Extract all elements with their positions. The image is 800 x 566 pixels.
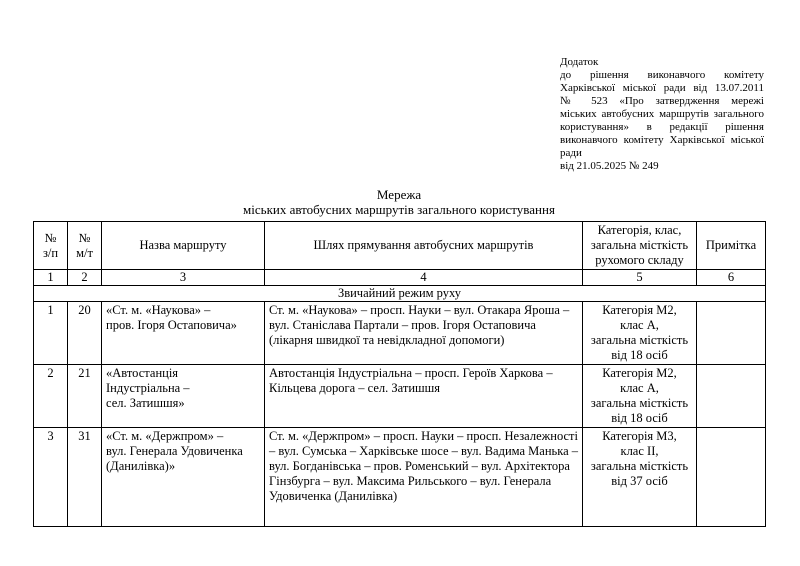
header-category: Категорія, клас, загальна місткість рухомого складу <box>583 222 697 270</box>
route-note <box>697 365 766 428</box>
appendix-line: Харківської міської ради від 13.07.2011 <box>560 82 764 94</box>
appendix-line: № 523 «Про затвердження мережі <box>560 95 764 107</box>
row-index: 2 <box>34 365 68 428</box>
document-heading <box>33 187 765 217</box>
row-index: 3 <box>34 428 68 527</box>
routes-table <box>33 221 766 527</box>
route-note <box>697 428 766 527</box>
appendix-line: Додаток <box>560 56 599 68</box>
header-route-name: Назва маршруту <box>102 222 265 270</box>
appendix-line: ради <box>560 147 582 159</box>
column-numbers-row <box>34 270 766 286</box>
mode-row <box>34 286 766 302</box>
route-path: Ст. м. «Держпром» – просп. Науки – просп. Незалежності – вул. Сумська – Харківське шосе – вул. Вадима Манька – вул. Богданівська – пров. Роменський – вул. Архітектора Гінзбурга – вул. Максима Рильського – вул. Генерала Удовиченка (Данилівка) <box>265 428 583 527</box>
header-note: Примітка <box>697 222 766 270</box>
route-path: Ст. м. «Наукова» – просп. Науки – вул. Отакара Яроша – вул. Станіслава Партали – пров. Ігоря Остаповича (лікарня швидкої та невідкладної допомоги) <box>265 302 583 365</box>
table-header-row <box>34 222 766 270</box>
appendix-block <box>560 56 764 173</box>
header-index: № з/п <box>34 222 68 270</box>
header-route-number: № м/т <box>68 222 102 270</box>
appendix-line: від 21.05.2025 № 249 <box>560 160 659 172</box>
appendix-line: користування» в редакції рішення <box>560 121 764 133</box>
route-category: Категорія М2, клас А, загальна місткість від 18 осіб <box>583 365 697 428</box>
mode-label: Звичайний режим руху <box>34 286 766 302</box>
appendix-line: міських автобусних маршрутів загального <box>560 108 764 120</box>
route-name: «Ст. м. «Наукова» – пров. Ігоря Остаповича» <box>102 302 265 365</box>
column-number: 6 <box>697 270 766 286</box>
column-number: 1 <box>34 270 68 286</box>
route-category: Категорія М2, клас А, загальна місткість від 18 осіб <box>583 302 697 365</box>
route-number: 31 <box>68 428 102 527</box>
heading-subtitle: міських автобусних маршрутів загального користування <box>243 202 555 217</box>
appendix-line: до рішення виконавчого комітету <box>560 69 764 81</box>
route-number: 21 <box>68 365 102 428</box>
route-name: «Ст. м. «Держпром» – вул. Генерала Удовиченка (Данилівка)» <box>102 428 265 527</box>
column-number: 5 <box>583 270 697 286</box>
route-note <box>697 302 766 365</box>
heading-title: Мережа <box>376 187 422 202</box>
table-row <box>34 428 766 527</box>
header-route-path: Шлях прямування автобусних маршрутів <box>265 222 583 270</box>
table-row <box>34 302 766 365</box>
table-row <box>34 365 766 428</box>
route-number: 20 <box>68 302 102 365</box>
appendix-line: виконавчого комітету Харківської міської <box>560 134 764 146</box>
route-name: «Автостанція Індустріальна – сел. Затишшя» <box>102 365 265 428</box>
route-category: Категорія М3, клас ІІ, загальна місткість від 37 осіб <box>583 428 697 527</box>
row-index: 1 <box>34 302 68 365</box>
column-number: 2 <box>68 270 102 286</box>
route-path: Автостанція Індустріальна – просп. Героїв Харкова – Кільцева дорога – сел. Затишшя <box>265 365 583 428</box>
column-number: 4 <box>265 270 583 286</box>
column-number: 3 <box>102 270 265 286</box>
